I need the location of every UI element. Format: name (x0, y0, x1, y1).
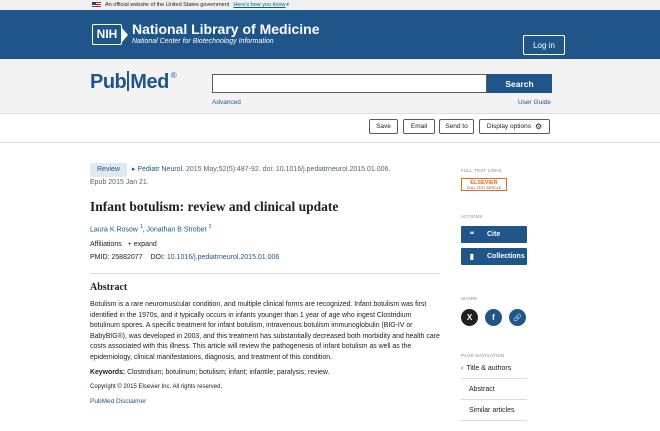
gov-banner (0, 0, 660, 10)
journal-name: Pediatr Neurol (137, 166, 183, 173)
display-options-button[interactable] (479, 119, 550, 134)
email-button[interactable] (403, 119, 435, 134)
keywords-list: Clostridium; botulinum; botulism; infant; infantile; paralysis; review. (127, 369, 330, 377)
author-link[interactable]: Laura K Rosow (90, 226, 138, 234)
send-to-button-label: Send to (445, 123, 468, 130)
journal-link[interactable]: ▸ Pediatr Neurol (131, 166, 183, 173)
article-title: Infant botulism: review and clinical update (90, 199, 339, 214)
display-options-label: Display options (486, 123, 531, 130)
full-text-links-label: FULL TEXT LINKS (461, 168, 502, 173)
save-button-label: Save (376, 123, 391, 130)
send-to-button[interactable] (439, 119, 474, 134)
share-buttons (461, 309, 571, 326)
elsevier-logo-subtext: FULL-TEXT ARTICLE (466, 185, 502, 190)
page-navigation-label: PAGE NAVIGATION (461, 353, 505, 358)
copy-link-icon[interactable]: 🔗 (509, 309, 526, 326)
nav-title-authors[interactable] (461, 358, 527, 379)
collections-label: Collections (487, 253, 525, 260)
abstract-text: Botulism is a rare neuromuscular condition, and multiple clinical forms are recognized. Infant botulism was first identified in the 1970s, and it typically occurs in infants younger than 1 year of age who ingest Clostridium botulinum spores. A specific treatment for infant botulism, intravenous botulism immunoglobulin (BIG-IV or BabyBIG®), was developed in 2003, and this treatment has substantially decreased both morbidity and health care costs associated with this illness. This article will review the pathogenesis of infant botulism as well as the epidemiology, clinical manifestations, diagnosis, and treatment of this condition. (90, 301, 440, 361)
elsevier-logo-text: ELSEVIER (470, 179, 498, 186)
expand-label: expand (133, 241, 157, 249)
pubmed-disclaimer-link[interactable]: PubMed Disclaimer (90, 398, 147, 406)
author-separator: , (142, 226, 145, 234)
nlm-title: National Library of Medicine (132, 21, 320, 37)
chevron-left-icon: ‹ (461, 365, 464, 372)
chevron-down-icon: ▾ (286, 2, 289, 8)
pmid: PMID: 25882077 (90, 254, 143, 262)
nih-header (0, 10, 660, 59)
article-type-badge: Review (90, 163, 127, 177)
article-toolbar (0, 119, 660, 135)
citation (90, 163, 440, 189)
quote-icon: ❝ (469, 230, 475, 239)
email-button-label: Email (410, 123, 428, 130)
doi-label: DOI: (150, 254, 165, 262)
login-button[interactable]: Log in (523, 35, 565, 55)
expand-affiliations-button[interactable] (128, 241, 157, 248)
identifiers-row (90, 254, 440, 261)
nav-abstract[interactable]: Abstract (461, 379, 527, 400)
x-share-icon[interactable]: X (461, 309, 478, 326)
pubmed-logo-registered: ® (170, 71, 177, 80)
author-affiliation-number[interactable]: 1 (139, 224, 143, 230)
elsevier-full-text-link[interactable] (461, 178, 507, 191)
pubmed-logo-med: Med (130, 71, 169, 93)
toolbar-divider (0, 142, 660, 143)
keywords-label: Keywords: (90, 369, 126, 377)
pubmed-logo-bar-icon (127, 71, 129, 91)
sidebar (461, 168, 571, 421)
author-link[interactable]: Jonathan B Strober (146, 226, 207, 234)
ncbi-subtitle: National Center for Biotechnology Information (132, 38, 274, 45)
save-button[interactable] (369, 119, 398, 134)
nlm-logo[interactable] (92, 22, 319, 46)
nih-logo-mark: NIH (92, 24, 122, 45)
doi-link[interactable]: 10.1016/j.pediatrneurol.2015.01.006 (166, 254, 280, 262)
abstract-heading: Abstract (90, 282, 128, 294)
copyright: Copyright © 2015 Elsevier Inc. All rights reserved. (90, 384, 223, 391)
cite-button[interactable] (461, 226, 527, 243)
gov-banner-text: An official website of the United States government (105, 2, 230, 8)
actions-label: ACTIONS (461, 214, 483, 219)
share-label: SHARE (461, 296, 478, 301)
cite-label: Cite (487, 231, 501, 238)
article-main (90, 163, 440, 405)
affiliations-label: Affiliations (90, 241, 122, 249)
affiliations-row (90, 241, 440, 248)
keywords (90, 369, 440, 376)
search-area (0, 59, 660, 114)
facebook-share-icon[interactable]: f (485, 309, 502, 326)
pubmed-logo-pub: Pub (90, 71, 127, 93)
plus-icon: + (127, 241, 132, 249)
gear-icon: ⚙ (534, 122, 543, 131)
author-list (90, 224, 440, 233)
pubmed-logo[interactable] (90, 71, 176, 94)
epub-date: Epub 2015 Jan 21. (90, 179, 149, 186)
search-button[interactable]: Search (487, 74, 552, 93)
us-flag-icon (92, 2, 101, 8)
author-affiliation-number[interactable]: 2 (208, 224, 212, 230)
nav-similar-articles[interactable]: Similar articles (461, 400, 527, 421)
search-input[interactable] (212, 74, 487, 93)
user-guide-link[interactable]: User Guide (518, 99, 551, 106)
nav-title-authors-label: Title & authors (466, 365, 512, 372)
section-divider (90, 273, 440, 274)
heres-how-you-know-link[interactable]: Here's how you know (233, 2, 286, 8)
collections-button[interactable] (461, 248, 527, 265)
advanced-search-link[interactable]: Advanced (212, 99, 241, 106)
bookmark-icon: ▮ (469, 252, 475, 261)
citation-details: . 2015 May;52(5):487-92. doi: 10.1016/j.pediatrneurol.2015.01.006. (182, 166, 391, 173)
